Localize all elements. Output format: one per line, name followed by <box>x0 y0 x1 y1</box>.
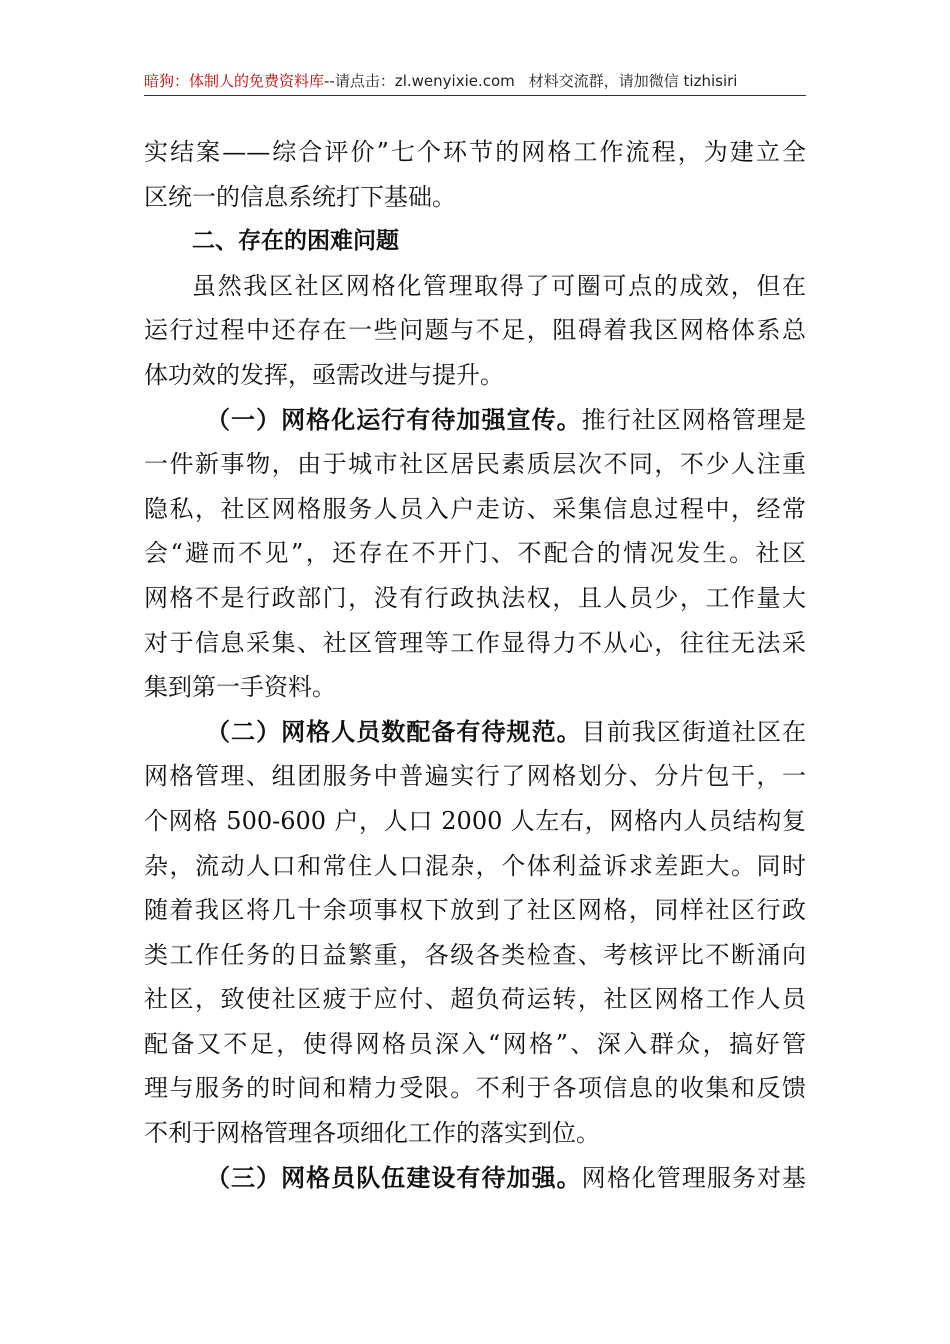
paragraph-first-line <box>144 710 806 755</box>
header-rule <box>144 95 806 96</box>
text-line: 会“避而不见”，还存在不开门、不配合的情况发生。社区 <box>144 539 806 568</box>
text-line: 杂，流动人口和常住人口混杂，个体利益诉求差距大。同时 <box>144 851 806 880</box>
text-line: 理与服务的时间和精力受限。不利于各项信息的收集和反馈 <box>144 1074 806 1103</box>
text-line: 网格不是行政部门，没有行政执法权，且人员少，工作量大 <box>144 583 806 612</box>
text-line: 配备又不足，使得网格员深入“网格”、深入群众，搞好管 <box>144 1029 806 1058</box>
text-run: 推行社区网格管理是 <box>581 405 806 434</box>
text-line: 一件新事物，由于城市社区居民素质层次不同，不少人注重 <box>144 450 806 479</box>
text-line: 社区，致使社区疲于应付、超负荷运转，社区网格工作人员 <box>144 985 806 1014</box>
text-line: 运行过程中还存在一些问题与不足，阻碍着我区网格体系总 <box>144 316 806 345</box>
page-header <box>144 68 806 94</box>
section-title: 二、存在的困难问题 <box>192 228 399 255</box>
text-line: 体功效的发挥，亟需改进与提升。 <box>144 360 504 389</box>
text-line: 实结案——综合评价”七个环节的网格工作流程，为建立全 <box>144 138 806 166</box>
paragraph-first-line: 虽然我区社区网格化管理取得了可圈可点的成效，但在 <box>192 271 806 300</box>
text-line: 网格管理、组团服务中普遍实行了网格划分、分片包干，一 <box>144 762 806 791</box>
document-body <box>144 130 806 1200</box>
text-run: 网格化管理服务对基 <box>581 1163 806 1192</box>
text-line: 区统一的信息系统打下基础。 <box>144 182 456 211</box>
text-run: 目前我区街道社区在 <box>581 717 806 746</box>
text-line: 类工作任务的日益繁重，各级各类检查、考核评比不断涌向 <box>144 940 806 969</box>
paragraph-first-line <box>144 1156 806 1201</box>
header-click-prompt: --请点击： <box>324 72 395 90</box>
text-line: 隐私，社区网格服务人员入户走访、采集信息过程中，经常 <box>144 494 806 523</box>
paragraph-first-line <box>144 398 806 443</box>
header-link[interactable]: zl.wenyixie.com <box>394 72 515 90</box>
header-site-name: 暗狗：体制人的免费资料库 <box>144 72 325 90</box>
text-line: 集到第一手资料。 <box>144 673 336 702</box>
text-line: 个网格 500-600 户，人口 2000 人左右，网格内人员结构复 <box>144 806 806 835</box>
subsection-title: （三）网格员队伍建设有待加强。 <box>206 1162 582 1192</box>
text-line: 对于信息采集、社区管理等工作显得力不从心，往往无法采 <box>144 628 806 657</box>
text-line: 不利于网格管理各项细化工作的落实到位。 <box>144 1119 600 1148</box>
subsection-title: （二）网格人员数配备有待规范。 <box>206 716 582 746</box>
text-line: 随着我区将几十余项事权下放到了社区网格，同样社区行政 <box>144 896 806 925</box>
header-wechat-note: 材料交流群，请加微信 tizhisiri <box>528 72 738 90</box>
subsection-title: （一）网格化运行有待加强宣传。 <box>206 404 582 434</box>
